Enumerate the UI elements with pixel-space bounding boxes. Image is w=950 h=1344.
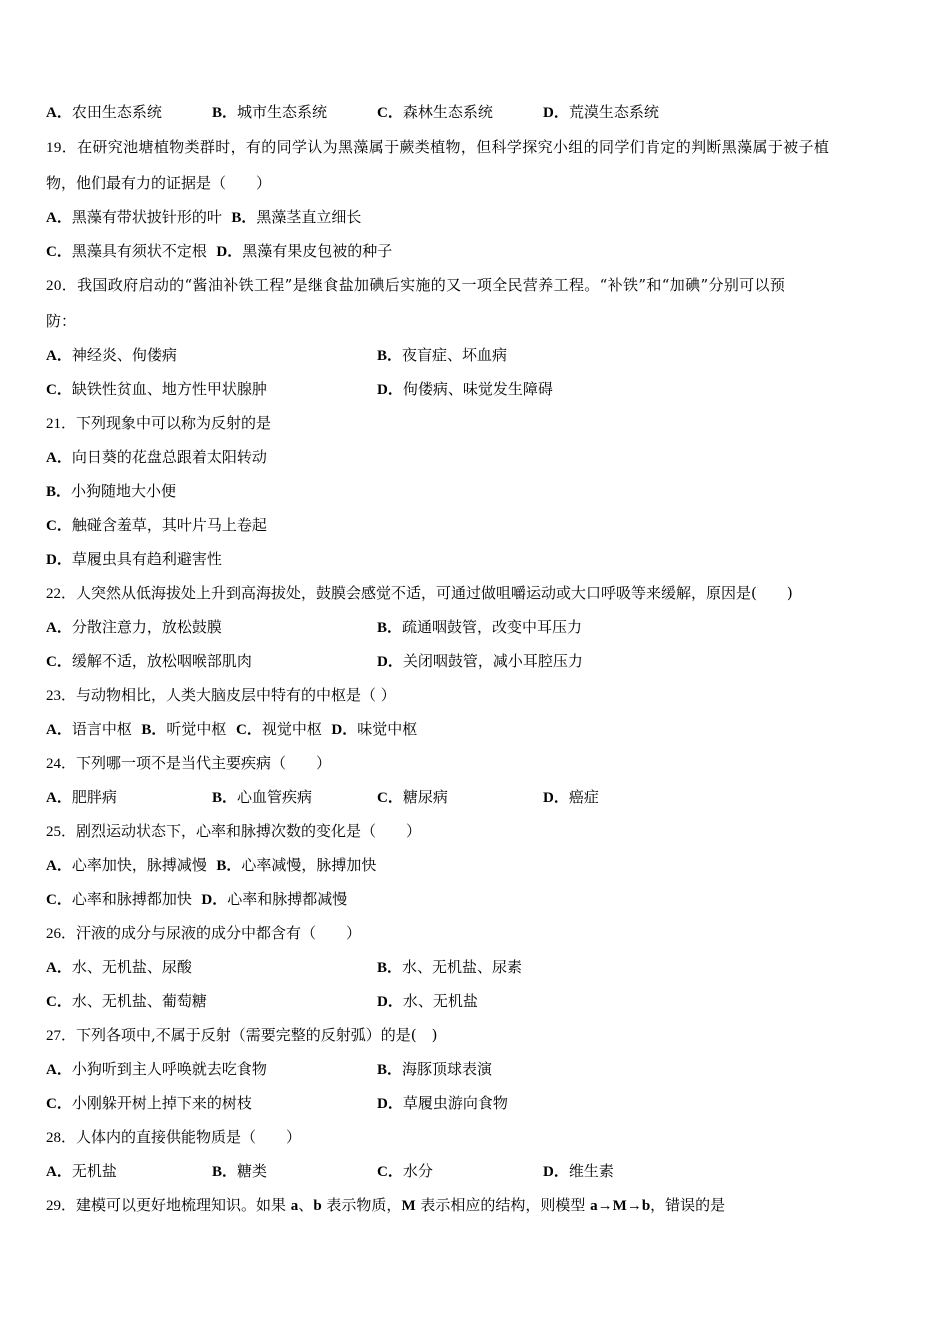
q28-option-a: A．无机盐: [46, 1162, 117, 1180]
q20-stem-line2: 防：: [46, 312, 77, 330]
q19-stem-line1: 19．在研究池塘植物类群时，有的同学认为黑藻属于蕨类植物，但科学探究小组的同学们肯定的判断黑藻属于被子植: [46, 138, 830, 156]
q23-options: A．语言中枢 B．听觉中枢 C．视觉中枢 D．味觉中枢: [46, 720, 418, 738]
q26-option-c: C．水、无机盐、葡萄糖: [46, 992, 207, 1010]
q27-option-a: A．小狗听到主人呼唤就去吃食物: [46, 1060, 267, 1078]
q27-option-b: B．海豚顶球表演: [377, 1060, 493, 1078]
q27-option-c: C．小刚躲开树上掉下来的树枝: [46, 1094, 252, 1112]
q27-stem: 27．下列各项中,不属于反射（需要完整的反射弧）的是( ): [46, 1026, 438, 1044]
q22-stem: 22．人突然从低海拔处上升到高海拔处，鼓膜会感觉不适，可通过做咀嚼运动或大口呼吸等来缓解，原因是( ): [46, 584, 793, 602]
q21-option-b: B．小狗随地大小便: [46, 482, 177, 500]
q26-option-b: B．水、无机盐、尿素: [377, 958, 523, 976]
q25-options-row1: A．心率加快，脉搏减慢 B．心率减慢，脉搏加快: [46, 856, 377, 874]
q20-stem-line1: 20．我国政府启动的“酱油补铁工程”是继食盐加碘后实施的又一项全民营养工程。“补铁”和“加碘”分别可以预: [46, 276, 786, 294]
q18-option-b: B．城市生态系统: [212, 103, 328, 121]
q21-option-d: D．草履虫具有趋利避害性: [46, 550, 222, 568]
q22-option-d: D．关闭咽鼓管，减小耳腔压力: [377, 652, 583, 670]
q28-option-b: B．糖类: [212, 1162, 268, 1180]
q24-option-d: D．癌症: [543, 788, 599, 806]
q22-option-a: A．分散注意力，放松鼓膜: [46, 618, 222, 636]
q22-option-b: B．疏通咽鼓管，改变中耳压力: [377, 618, 583, 636]
q27-option-d: D．草履虫游向食物: [377, 1094, 508, 1112]
q21-option-c: C．触碰含羞草，其叶片马上卷起: [46, 516, 267, 534]
q20-option-d: D．佝偻病、味觉发生障碍: [377, 380, 553, 398]
q19-options-row1: A．黑藻有带状披针形的叶 B．黑藻茎直立细长: [46, 208, 362, 226]
q18-option-a: A．农田生态系统: [46, 103, 162, 121]
q26-stem: 26．汗液的成分与尿液的成分中都含有（ ）: [46, 924, 362, 942]
q26-option-d: D．水、无机盐: [377, 992, 478, 1010]
q24-option-c: C．糖尿病: [377, 788, 448, 806]
q18-option-c: C．森林生态系统: [377, 103, 493, 121]
q20-option-a: A．神经炎、佝偻病: [46, 346, 177, 364]
q20-option-b: B．夜盲症、坏血病: [377, 346, 508, 364]
q24-stem: 24．下列哪一项不是当代主要疾病（ ）: [46, 754, 332, 772]
q25-options-row2: C．心率和脉搏都加快 D．心率和脉搏都减慢: [46, 890, 348, 908]
q28-stem: 28．人体内的直接供能物质是（ ）: [46, 1128, 302, 1146]
q24-option-b: B．心血管疾病: [212, 788, 313, 806]
q21-option-a: A．向日葵的花盘总跟着太阳转动: [46, 448, 267, 466]
q22-option-c: C．缓解不适，放松咽喉部肌肉: [46, 652, 252, 670]
q25-stem: 25．剧烈运动状态下，心率和脉搏次数的变化是（ ）: [46, 822, 422, 840]
q28-option-d: D．维生素: [543, 1162, 614, 1180]
q19-stem-line2: 物，他们最有力的证据是（ ）: [46, 174, 272, 192]
q24-option-a: A．肥胖病: [46, 788, 117, 806]
q18-option-d: D．荒漠生态系统: [543, 103, 659, 121]
model-formula: a→M→b: [590, 1198, 651, 1214]
q28-option-c: C．水分: [377, 1162, 433, 1180]
q21-stem: 21．下列现象中可以称为反射的是: [46, 414, 272, 432]
q26-option-a: A．水、无机盐、尿酸: [46, 958, 192, 976]
q19-options-row2: C．黑藻具有须状不定根 D．黑藻有果皮包被的种子: [46, 242, 393, 260]
q23-stem: 23．与动物相比，人类大脑皮层中特有的中枢是（ ）: [46, 686, 396, 704]
q20-option-c: C．缺铁性贫血、地方性甲状腺肿: [46, 380, 267, 398]
q29-stem: 29．建模可以更好地梳理知识。如果 a、b 表示物质，M 表示相应的结构，则模型 a→M→b，错误的是: [46, 1196, 726, 1214]
